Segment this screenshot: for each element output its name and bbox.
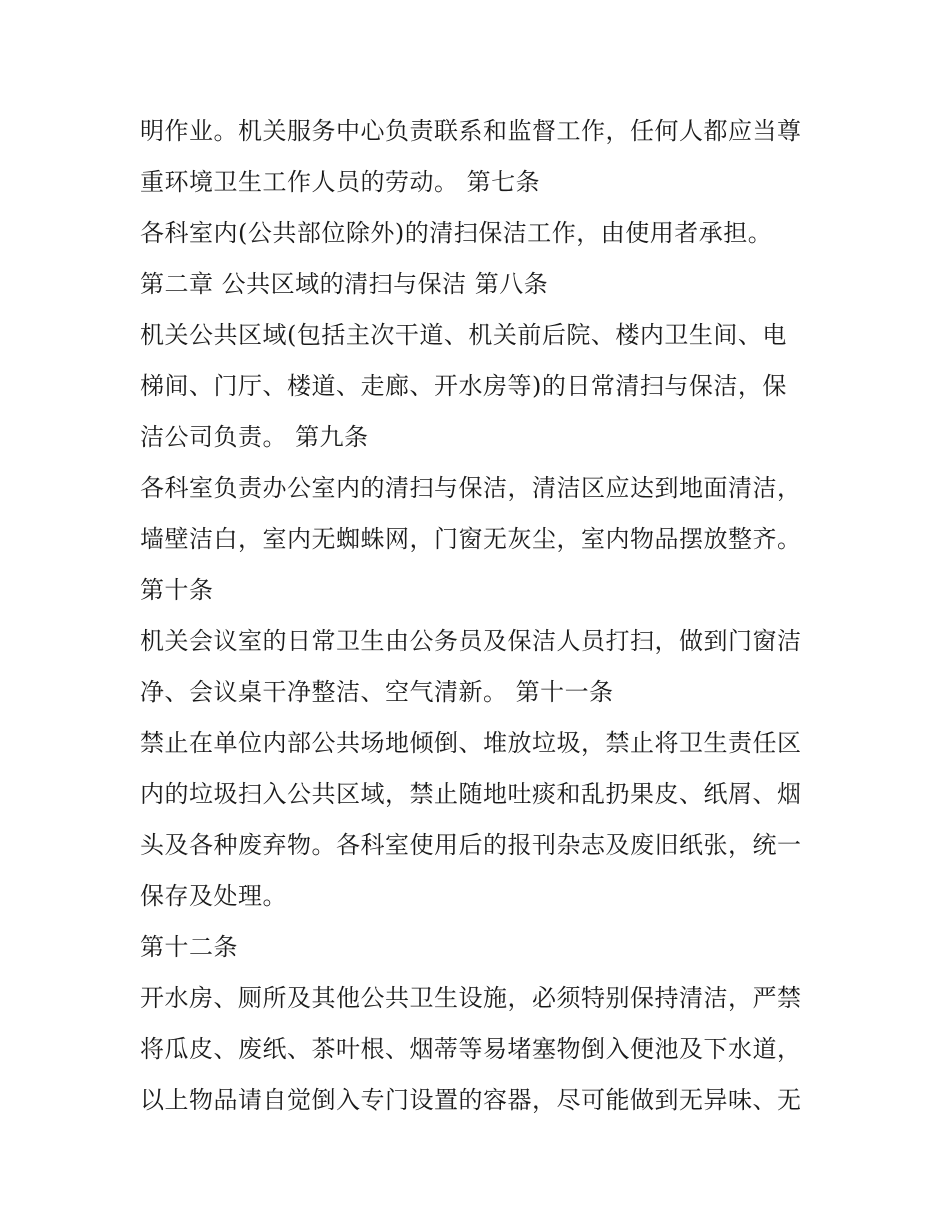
text-line: 第十条: [140, 576, 214, 604]
text-line: 各科室内(公共部位除外)的清扫保洁工作，由使用者承担。: [140, 219, 773, 247]
text-line: 机关公共区域(包括主次干道、机关前后院、楼内卫生间、电: [140, 321, 787, 349]
text-line: 重环境卫生工作人员的劳动。 第七条: [140, 168, 541, 196]
text-line: 保存及处理。: [140, 882, 287, 910]
text-line: 墙壁洁白，室内无蜘蛛网，门窗无灰尘，室内物品摆放整齐。: [140, 525, 802, 553]
text-line: 第二章 公共区域的清扫与保洁 第八条: [140, 270, 549, 298]
text-line: 头及各种废弃物。各科室使用后的报刊杂志及废旧纸张，统一: [140, 831, 802, 859]
text-line: 将瓜皮、废纸、茶叶根、烟蒂等易堵塞物倒入便池及下水道，: [140, 1035, 802, 1063]
text-line: 禁止在单位内部公共场地倾倒、堆放垃圾，禁止将卫生责任区: [140, 729, 802, 757]
document-body: [140, 106, 820, 1126]
text-line: 梯间、门厅、楼道、走廊、开水房等)的日常清扫与保洁，保: [140, 372, 787, 400]
text-line: 第十二条: [140, 933, 238, 961]
text-line: 以上物品请自觉倒入专门设置的容器，尽可能做到无异味、无: [140, 1086, 802, 1114]
text-line: 各科室负责办公室内的清扫与保洁，清洁区应达到地面清洁，: [140, 474, 802, 502]
text-line: 净、会议桌干净整洁、空气清新。 第十一条: [140, 678, 614, 706]
text-line: 洁公司负责。 第九条: [140, 423, 369, 451]
text-line: 明作业。机关服务中心负责联系和监督工作，任何人都应当尊: [140, 117, 802, 145]
text-line: 内的垃圾扫入公共区域，禁止随地吐痰和乱扔果皮、纸屑、烟: [140, 780, 802, 808]
text-line: 开水房、厕所及其他公共卫生设施，必须特别保持清洁，严禁: [140, 984, 802, 1012]
text-line: 机关会议室的日常卫生由公务员及保洁人员打扫，做到门窗洁: [140, 627, 802, 655]
